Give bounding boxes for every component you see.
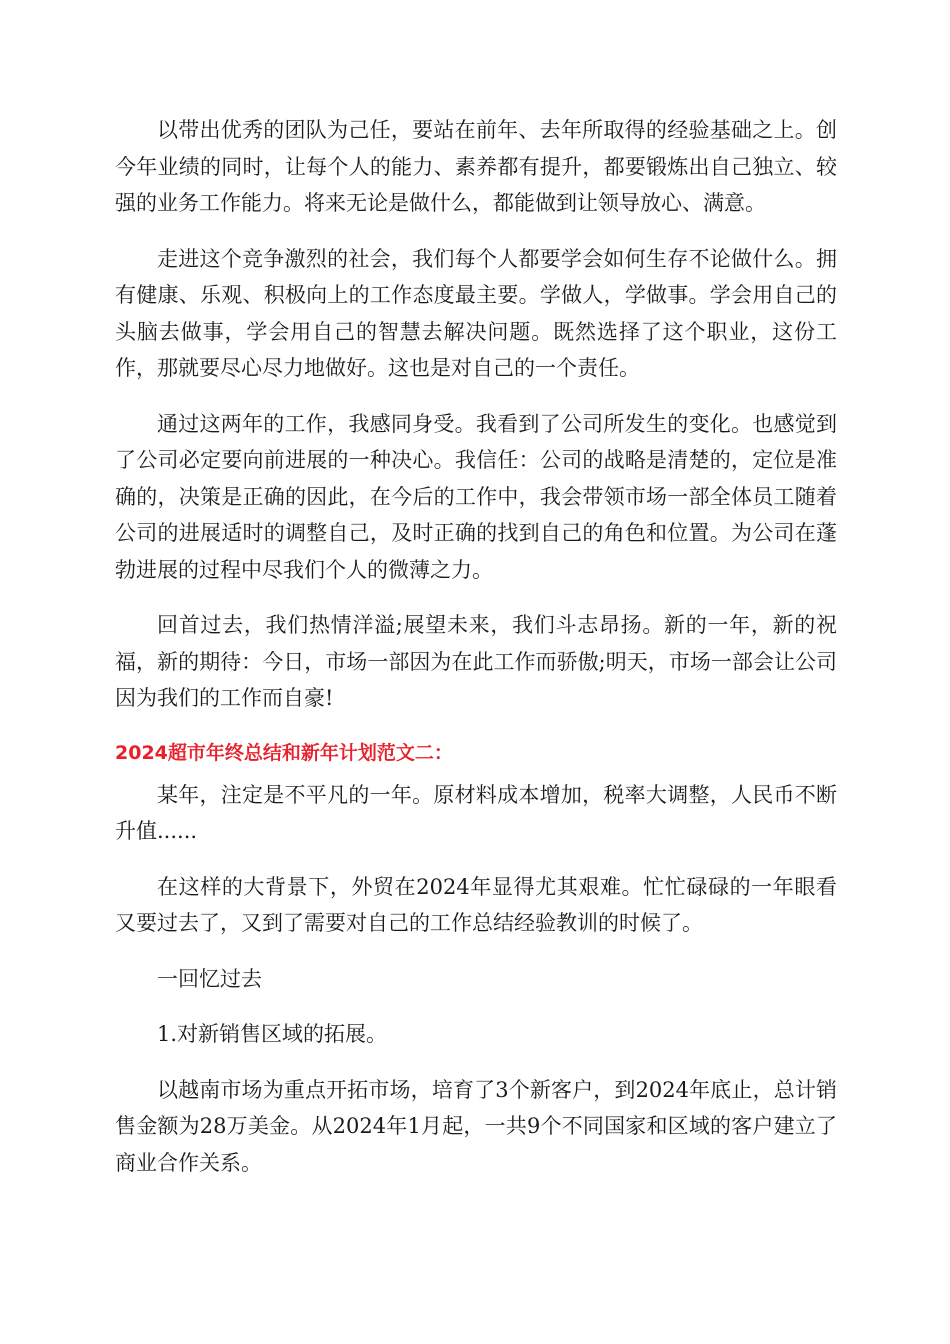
paragraph-new-sales-region: 1.对新销售区域的拓展。 [157,1022,388,1046]
document-page [115,112,837,1200]
paragraph-uncommon-year: 某年，注定是不平凡的一年。原材料成本增加，税率大调整，人民币不断升值...... [115,782,837,843]
paragraph-foreign-trade: 在这样的大背景下，外贸在2024年显得尤其艰难。忙忙碌碌的一年眼看又要过去了，又到了需要对自己的工作总结经验教训的时候了。 [115,874,837,935]
paragraph-company-change: 通过这两年的工作，我感同身受。我看到了公司所发生的变化。也感觉到了公司必定要向前进展的一种决心。我信任：公司的战略是清楚的，定位是准确的，决策是正确的因此，在今后的工作中，我会带领市场一部全体员工随着公司的进展适时的调整自己，及时正确的找到自己的角色和位置。为公司在蓬勃进展的过程中尽我们个人的微薄之力。 [115,411,837,582]
paragraph-competitive-society: 走进这个竞争激烈的社会，我们每个人都要学会如何生存不论做什么。拥有健康、乐观、积极向上的工作态度最主要。学做人，学做事。学会用自己的头脑去做事，学会用自己的智慧去解决问题。既然选择了这个职业，这份工作，那就要尽心尽力地做好。这也是对自己的一个责任。 [115,246,837,380]
section-heading: 2024超市年终总结和新年计划范文二： [115,741,453,764]
paragraph-review-past: 一回忆过去 [157,966,262,991]
paragraph-vietnam-market: 以越南市场为重点开拓市场，培育了3个新客户，到2024年底止，总计销售金额为28万美金。从2024年1月起，一共9个不同国家和区域的客户建立了商业合作关系。 [115,1077,837,1175]
paragraph-look-back: 回首过去，我们热情洋溢;展望未来，我们斗志昂扬。新的一年，新的祝福，新的期待：今日，市场一部因为在此工作而骄傲;明天，市场一部会让公司因为我们的工作而自豪! [115,613,837,710]
paragraph-team-goal: 以带出优秀的团队为己任，要站在前年、去年所取得的经验基础之上。创今年业绩的同时，让每个人的能力、素养都有提升，都要锻炼出自己独立、较强的业务工作能力。将来无论是做什么，都能做到让领导放心、满意。 [115,118,837,215]
